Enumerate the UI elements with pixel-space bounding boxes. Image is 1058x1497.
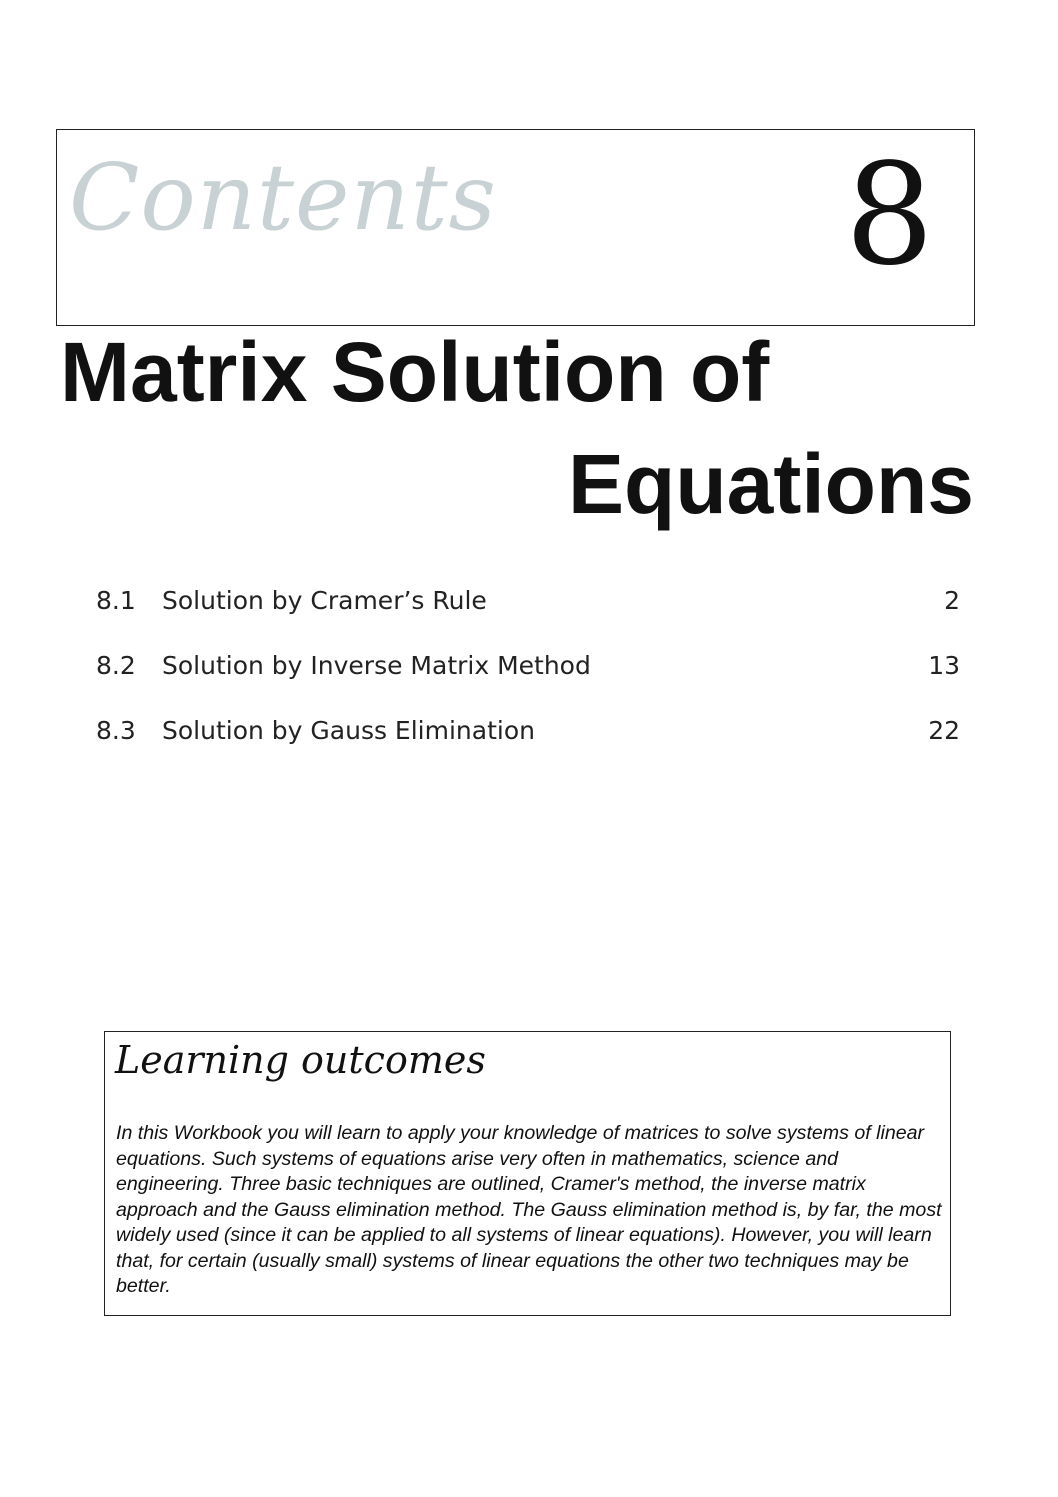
chapter-title-line-2: Equations <box>567 437 974 531</box>
toc-item-number: 8.1 <box>96 586 136 615</box>
toc-item-title: Solution by Inverse Matrix Method <box>162 651 591 680</box>
toc-item-number: 8.2 <box>96 651 136 680</box>
toc-item-number: 8.3 <box>96 716 136 745</box>
learning-outcomes-heading: Learning outcomes <box>115 1038 486 1082</box>
toc-item[interactable] <box>96 651 960 716</box>
toc-item[interactable] <box>96 716 960 781</box>
chapter-title-line-1: Matrix Solution of <box>60 325 770 419</box>
toc-item-page: 22 <box>928 716 960 745</box>
toc-item-title: Solution by Cramer’s Rule <box>162 586 487 615</box>
toc-item-page: 2 <box>944 586 960 615</box>
learning-outcomes-body: In this Workbook you will learn to apply your knowledge of matrices to solve systems of linear equations. Such systems of equations arise very often in mathematics, science and engineering. Three basic techniques are outlined, Cramer's method, the inverse matrix approach and the Gauss elimination method. The Gauss elimination method is, by far, the most widely used (since it can be applied to all systems of linear equations). However, you will learn that, for certain (usually small) systems of linear equations the other two techniques may be better. <box>116 1122 942 1297</box>
toc-item-title: Solution by Gauss Elimination <box>162 716 535 745</box>
table-of-contents <box>96 586 960 781</box>
toc-item-page: 13 <box>928 651 960 680</box>
contents-header-box <box>56 129 975 326</box>
toc-item[interactable] <box>96 586 960 651</box>
chapter-number: 8 <box>844 134 934 297</box>
learning-outcomes-box <box>104 1031 951 1316</box>
contents-label: Contents <box>69 144 497 251</box>
